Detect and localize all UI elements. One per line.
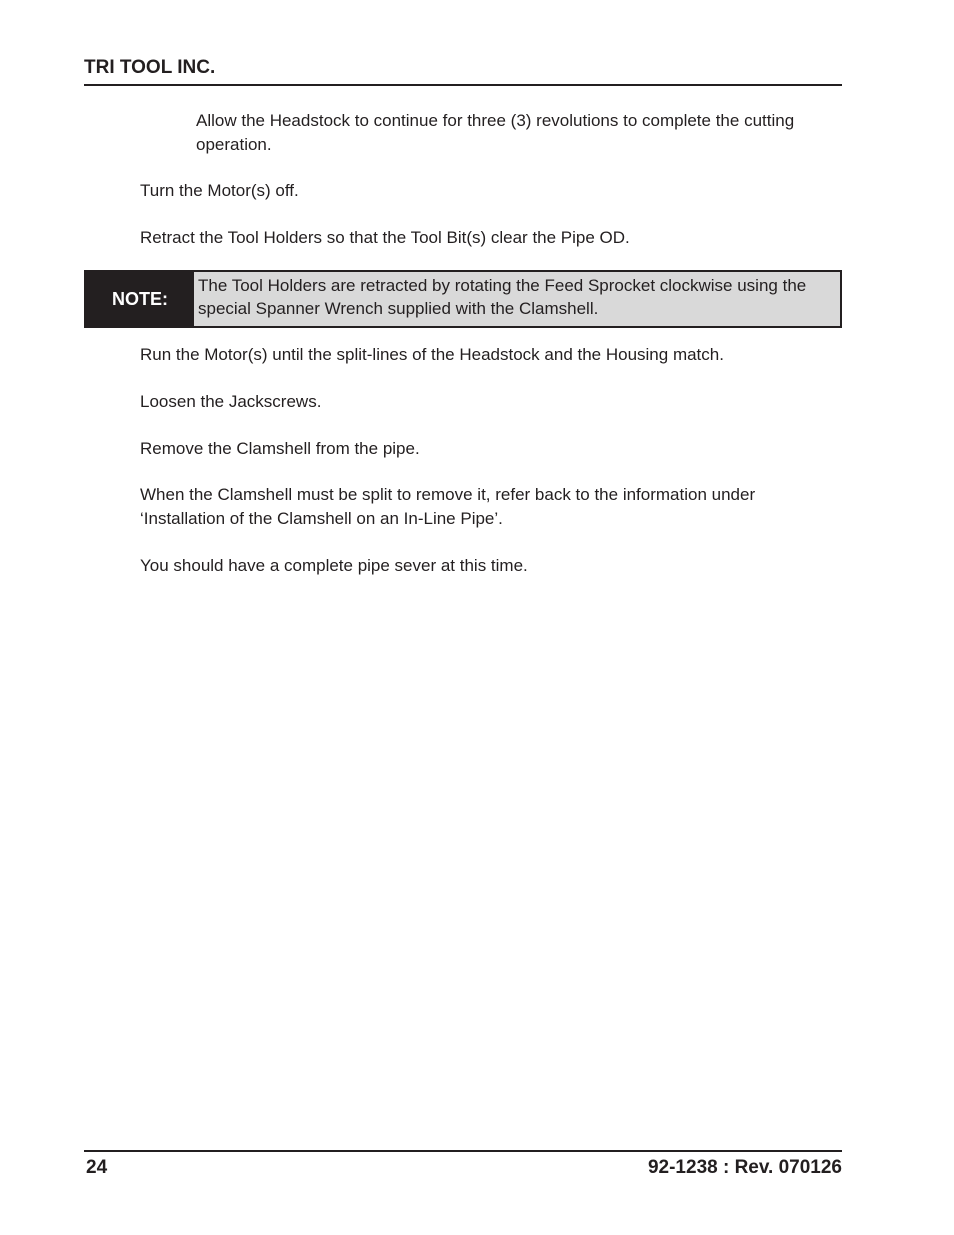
footer-divider: [84, 1150, 842, 1152]
step-remove-clamshell: Remove the Clamshell from the pipe.: [140, 439, 420, 458]
step-motor-off: Turn the Motor(s) off.: [140, 181, 299, 200]
company-header: TRI TOOL INC.: [84, 57, 216, 78]
note-label: NOTE:: [86, 272, 194, 326]
step-split-clamshell: When the Clamshell must be split to remove it, refer back to the information under ‘Installation of the Clamshell on an In-Line Pipe’.: [140, 485, 756, 528]
step-run-motor: Run the Motor(s) until the split-lines of the Headstock and the Housing match.: [140, 345, 724, 364]
step-complete-cutting: Allow the Headstock to continue for three (3) revolutions to complete the cutting operation.: [196, 111, 795, 154]
header-divider: [84, 84, 842, 86]
note-box: [84, 270, 842, 328]
document-revision: 92-1238 : Rev. 070126: [647, 1157, 842, 1178]
step-complete-sever: You should have a complete pipe sever at this time.: [140, 556, 528, 575]
step-retract-tool-holders: Retract the Tool Holders so that the Tool Bit(s) clear the Pipe OD.: [140, 228, 630, 247]
page-number: 24: [86, 1157, 108, 1178]
step-loosen-jackscrews: Loosen the Jackscrews.: [140, 392, 322, 411]
note-text: The Tool Holders are retracted by rotating the Feed Sprocket clockwise using the special Spanner Wrench supplied with the Clamshell.: [194, 272, 840, 326]
